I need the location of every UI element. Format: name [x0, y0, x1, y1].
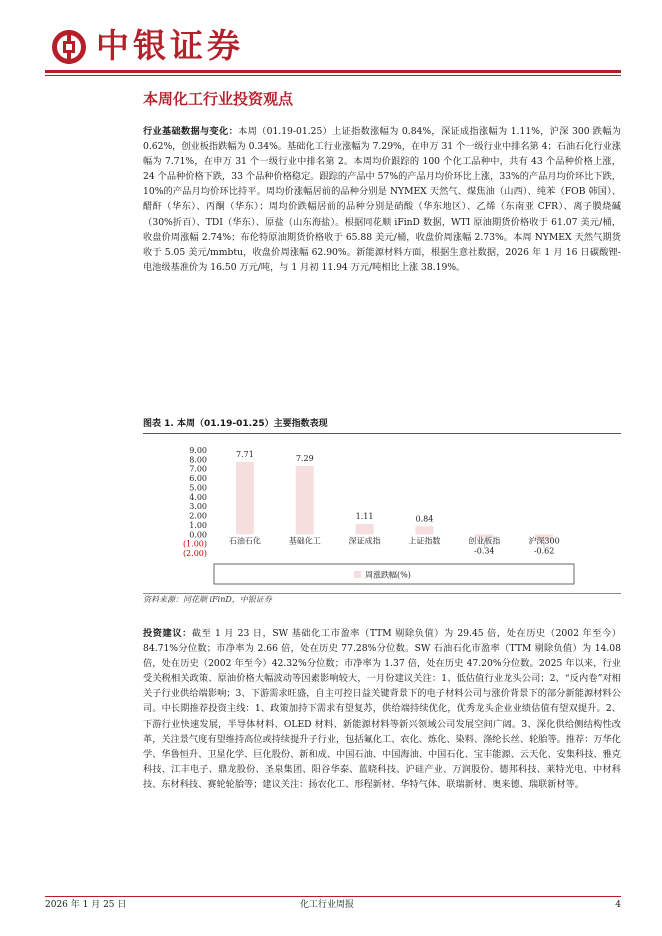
footer-date: 2026 年 1 月 25 日 — [45, 900, 127, 910]
data-labels — [236, 450, 554, 555]
y-tick-label: 2.00 — [189, 511, 207, 521]
data-label: 7.29 — [295, 454, 314, 464]
y-tick-label: (2.00) — [182, 549, 207, 558]
y-tick-label: 4.00 — [189, 492, 207, 502]
market-summary-text: 本周（01.19-01.25）上证指数涨幅为 0.84%，深证成指涨幅为 1.11%，沪深 300 跌幅为 0.62%，创业板指跌幅为 0.34%。基础化工行业涨幅为 7.29%，在申万 31 个一级行业中排名第 4；石油石化行业涨幅为 7.71%，在申万 31 个一级行业中排名第 2。本周均价跟踪的 100 个化工品种中，共有 43 个品种价格上涨，24 个品种价格下跌，33 个品种价格稳定。跟踪的产品中 57%的产品月均价环比上涨，33%的产品月均价环比下跌，10%的产品月均价环比持平。周均价涨幅居前的品种分别是 NYMEX 天然气、煤焦油（山西）、纯苯（FOB 韩国）、醋酐（华东）、丙酮（华东）；周均价跌幅居前的品种分别是硝酸（华东地区）、乙烯（东南亚 CFR）、离子膜烧碱（30%折百）、TDI（华东）、原盐（山东海盐）。根据同花顺 iFinD 数据，WTI 原油期货价格收于 61.07 美元/桶，收盘价周涨幅 2.74%；布伦特原油期货价格收于 65.88 美元/桶，收盘价周涨幅 2.73%。本周 NYMEX 天然气期货收于 5.05 美元/mmbtu，收盘价周涨幅 62.90%。新能源材料方面，根据生意社数据，2026 年 1 月 16 日碳酸锂-电池级基准价为 16.50 万元/吨，与 1 月初 11.94 万元/吨相比上涨 38.19%。 — [143, 126, 622, 273]
y-tick-label: 8.00 — [189, 455, 207, 465]
investment-advice-text: 截至 1 月 23 日，SW 基础化工市盈率（TTM 剔除负值）为 29.45 倍，处在历史（2002 年至今）84.71%分位数；市净率为 2.66 倍，处在历史 77.28%分位数。SW 石油石化市盈率（TTM 剔除负值）为 14.08 倍，处在历史（2002 年至今）42.32%分位数；市净率为 1.37 倍，处在历史 47.20%分位数。2025 年以来，行业受关税相关政策、原油价格大幅波动等因素影响较大，一月份建议关注：1、低估值行业龙头公司；2、“反内卷”对相关子行业供给端影响；3、下游需求旺盛，自主可控日益关键背景下的电子材料公司与涨价背景下的部分新能源材料公司。中长期推荐投资主线：1、政策加持下需求有望复苏，供给端持续优化，优秀龙头企业业绩估值有望双提升。2、下游行业快速发展，半导体材料、OLED 材料、新能源材料等新兴领域公司发展空间广阔。3、深化供给侧结构性改革，关注景气度有望维持高位或持续提升子行业，包括氟化工、农化、炼化、染料、涤纶长丝、轮胎等。推荐：万华化学、华鲁恒升、卫星化学、巨化股份、新和成、中国石油、中国海油、中国石化、宝丰能源、云天化、安集科技、雅克科技、江丰电子、鼎龙股份、圣泉集团、阳谷华泰、蓝晓科技、沪硅产业、万润股份、德邦科技、莱特光电、中材科技、东材科技、赛轮轮胎等；建议关注：扬农化工、形程新材、华特气体、联瑞新材、奥来德、瑞联新材等。 — [143, 628, 621, 790]
investment-advice-label: 投资建议： — [143, 628, 192, 639]
footer-page-number: 4 — [615, 900, 621, 910]
data-label: 0.84 — [415, 514, 434, 524]
x-tick-label: 石油石化 — [228, 536, 261, 546]
header-rule-thin — [45, 75, 621, 76]
y-tick-label: 3.00 — [189, 502, 207, 512]
market-summary-paragraph — [143, 124, 621, 275]
figure-title: 图表 1. 本周（01.19-01.25）主要指数表现 — [143, 419, 328, 429]
index-performance-chart — [143, 437, 621, 591]
y-tick-label: 7.00 — [189, 464, 207, 474]
bar-深证成指 — [356, 524, 374, 534]
footer-report-name: 化工行业周报 — [300, 900, 355, 910]
x-tick-label: 创业板指 — [468, 536, 501, 546]
legend-swatch — [354, 571, 361, 578]
data-label: 7.71 — [236, 450, 254, 460]
market-summary-label: 行业基础数据与变化： — [143, 126, 239, 137]
figure-source: 资料来源：同花顺 iFinD，中银证券 — [143, 595, 272, 604]
legend-label: 周涨跌幅(%) — [365, 570, 411, 580]
x-tick-label: 上证指数 — [408, 536, 441, 546]
logo-square — [63, 41, 75, 53]
investment-advice-paragraph — [143, 626, 621, 792]
bar-石油石化 — [236, 462, 254, 534]
y-tick-label: (1.00) — [182, 539, 207, 549]
section-title: 本周化工行业投资观点 — [143, 90, 294, 108]
data-label: -0.34 — [473, 546, 495, 556]
x-tick-label: 沪深300 — [528, 536, 560, 546]
y-axis — [183, 446, 207, 558]
header-rule — [45, 70, 621, 73]
bar-基础化工 — [296, 466, 314, 534]
x-tick-label: 基础化工 — [288, 536, 321, 546]
brand-name: 中银证券 — [96, 26, 244, 65]
bar-series — [236, 462, 553, 540]
y-tick-label: 9.00 — [189, 446, 207, 455]
data-label: -0.62 — [533, 546, 555, 556]
figure-rule — [143, 433, 621, 434]
y-tick-label: 6.00 — [189, 474, 207, 484]
y-tick-label: 1.00 — [189, 520, 207, 530]
bar-上证指数 — [415, 526, 433, 534]
y-tick-label: 5.00 — [189, 483, 207, 493]
footer-rule — [45, 896, 621, 897]
data-label: 1.11 — [355, 511, 374, 521]
x-tick-label: 深证成指 — [348, 536, 381, 546]
y-tick-label: 0.00 — [189, 530, 207, 540]
x-axis-labels — [229, 535, 560, 545]
